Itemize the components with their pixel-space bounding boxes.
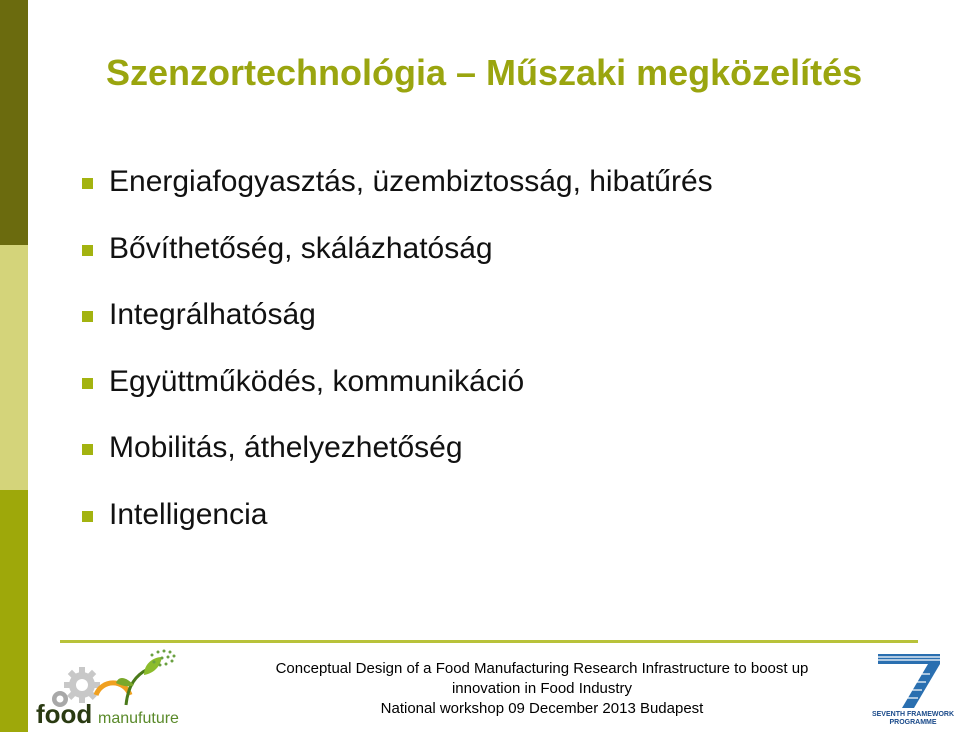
seven-icon xyxy=(878,654,940,708)
bullet-item xyxy=(82,293,713,360)
square-bullet-icon xyxy=(82,378,93,389)
bullet-item xyxy=(82,360,713,427)
bullet-item xyxy=(82,493,713,560)
bullet-text: Integrálhatóság xyxy=(109,298,316,331)
foodmanufuture-logo xyxy=(34,645,190,729)
bullet-text: Intelligencia xyxy=(109,497,268,531)
square-bullet-icon xyxy=(82,511,93,522)
seventh-framework-programme-logo xyxy=(870,650,956,726)
bullet-text: Bővíthetőség, skálázhatóság xyxy=(109,231,493,265)
svg-text:food: food xyxy=(36,699,93,729)
bullet-item xyxy=(82,160,713,227)
footer-text xyxy=(228,659,856,719)
footer-line-1: Conceptual Design of a Food Manufacturing Research Infrastructure to boost up xyxy=(275,660,809,677)
square-bullet-icon xyxy=(82,245,93,256)
bullet-item xyxy=(82,227,713,294)
bullet-item xyxy=(82,426,713,493)
square-bullet-icon xyxy=(82,444,93,455)
square-bullet-icon xyxy=(82,178,93,189)
bullet-list xyxy=(82,160,713,559)
gear-icon xyxy=(64,667,100,703)
svg-text:SEVENTH FRAMEWORK: SEVENTH FRAMEWORK xyxy=(871,711,955,718)
side-bar-bottom xyxy=(0,490,28,732)
slide-title: Szenzortechnológia – Műszaki megközelítés xyxy=(106,52,863,93)
bullet-text: Energiafogyasztás, üzembiztosság, hibatűrés xyxy=(109,165,713,198)
svg-text:PROGRAMME: PROGRAMME xyxy=(889,719,937,726)
bullet-text: Együttműködés, kommunikáció xyxy=(109,364,525,398)
square-bullet-icon xyxy=(82,311,93,322)
footer-divider xyxy=(60,640,918,643)
footer-line-2: innovation in Food Industry xyxy=(451,680,633,697)
side-bar-top xyxy=(0,0,28,245)
footer-line-3: National workshop 09 December 2013 Budapest xyxy=(380,700,704,717)
svg-text:manufuture: manufuture xyxy=(98,710,179,727)
side-bar-middle xyxy=(0,245,28,490)
bullet-text: Mobilitás, áthelyezhetőség xyxy=(109,431,463,464)
